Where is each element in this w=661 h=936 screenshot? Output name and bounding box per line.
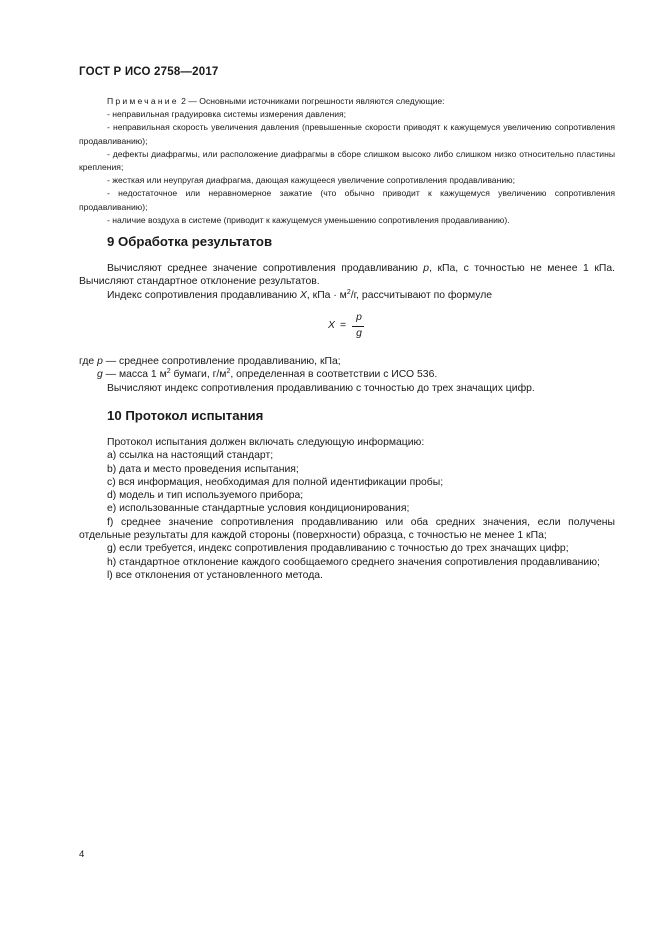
report-item: e) использованные стандартные условия кондиционирования; bbox=[107, 503, 410, 515]
superscript: 2 bbox=[346, 288, 351, 296]
note-intro bbox=[79, 95, 615, 108]
definition-g bbox=[79, 368, 615, 381]
definition-p bbox=[79, 355, 615, 368]
text-run: — среднее сопротивление продавливанию, кПа; bbox=[102, 356, 341, 367]
text-run: , определенная в соответствии с ИСО 536. bbox=[230, 369, 438, 381]
report-item: g) если требуется, индекс сопротивления продавливанию с точностью до трех значащих цифр; bbox=[107, 543, 569, 555]
paragraph-index-formula bbox=[79, 289, 615, 302]
formula-definitions bbox=[79, 355, 615, 395]
formula bbox=[328, 311, 388, 341]
report-item: f) среднее значение сопротивления продавливанию или оба средних значения, если получены отдельные результаты для каждой стороны (поверхности) образца, с точностью не менее 1 кПа; bbox=[79, 516, 615, 542]
report-item: l) все отклонения от установленного метода. bbox=[107, 569, 323, 581]
text-run: Вычисляют среднее значение сопротивления продавливанию bbox=[107, 263, 424, 274]
fraction-bar bbox=[352, 326, 364, 327]
note-item: - дефекты диафрагмы, или расположение диафрагмы в сборе слишком высоко либо слишком низко относительно пластины крепления; bbox=[79, 148, 615, 173]
report-intro: Протокол испытания должен включать следующую информацию: bbox=[107, 437, 425, 448]
note-block bbox=[79, 95, 615, 227]
formula-numerator: p bbox=[356, 312, 362, 323]
note-item: - жесткая или неупругая диафрагма, дающая кажущееся увеличение сопротивления продавливанию; bbox=[107, 175, 515, 186]
report-item: b) дата и место проведения испытания; bbox=[107, 463, 299, 475]
note-item: - неправильная градуировка системы измерения давления; bbox=[107, 109, 347, 120]
section-9-text bbox=[79, 262, 615, 302]
report-item: d) модель и тип используемого прибора; bbox=[107, 490, 304, 502]
text-run: , кПа · м bbox=[306, 289, 347, 301]
text-run: Индекс сопротивления продавливанию bbox=[107, 289, 300, 301]
report-item: a) ссылка на настоящий стандарт; bbox=[107, 450, 274, 462]
report-item: h) стандартное отклонение каждого сообщаемого среднего значения сопротивления продавливанию; bbox=[107, 556, 600, 568]
page-number: 4 bbox=[79, 849, 85, 860]
note-item: - неправильная скорость увеличения давления (превышенные скорости приводят к кажущемуся увеличению сопротивления продавливанию); bbox=[79, 122, 615, 146]
note-label: Примечание bbox=[107, 96, 179, 106]
paragraph-mean-value bbox=[79, 262, 615, 289]
variable-p: p bbox=[423, 263, 430, 274]
section-10-heading: 10 Протокол испытания bbox=[107, 408, 264, 423]
section-9-heading: 9 Обработка результатов bbox=[107, 234, 273, 249]
standard-code-header: ГОСТ Р ИСО 2758—2017 bbox=[79, 66, 219, 78]
note-title: 2 — Основными источниками погрешности являются следующие: bbox=[178, 96, 445, 106]
variable-x: X bbox=[299, 289, 307, 301]
section-10-text bbox=[79, 436, 615, 582]
variable-g: g bbox=[97, 369, 103, 381]
formula-lhs: X bbox=[328, 320, 335, 331]
note-item: - недостаточное или неравномерное зажатие (что обычно приводит к кажущемуся увеличению сопротивления продавливанию); bbox=[79, 188, 615, 212]
formula-denominator: g bbox=[356, 328, 362, 339]
text-run: , кПа, с точностью не менее 1 кПа. Вычисляют стандартное отклонение результатов. bbox=[79, 263, 615, 288]
report-item: c) вся информация, необходимая для полной идентификации пробы; bbox=[107, 476, 444, 488]
text-run: /г, рассчитывают по формуле bbox=[350, 289, 493, 301]
formula-equals: = bbox=[340, 320, 347, 331]
superscript: 2 bbox=[226, 368, 231, 376]
text-run: — масса 1 м bbox=[102, 369, 167, 381]
note-item: - наличие воздуха в системе (приводит к кажущемуся уменьшению сопротивления продавливанию). bbox=[107, 214, 510, 225]
superscript: 2 bbox=[166, 368, 171, 376]
paragraph-index-precision: Вычисляют индекс сопротивления продавливанию с точностью до трех значащих цифр. bbox=[107, 382, 535, 394]
text-run: бумаги, г/м bbox=[170, 369, 227, 381]
variable-p: p bbox=[97, 356, 103, 367]
where-label: где bbox=[79, 356, 98, 367]
